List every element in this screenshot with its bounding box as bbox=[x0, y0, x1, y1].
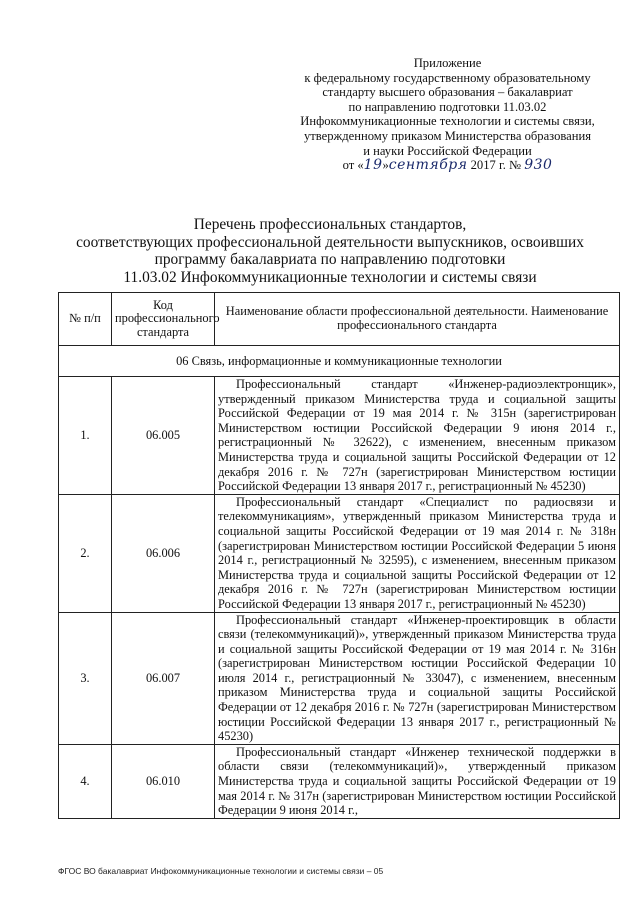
standards-table bbox=[58, 292, 620, 819]
row-number: 1. bbox=[59, 377, 112, 495]
title-line: Перечень профессиональных стандартов, bbox=[193, 216, 467, 233]
appendix-line: Приложение bbox=[413, 56, 482, 70]
handwritten-month: сентября bbox=[388, 157, 468, 174]
row-code: 06.007 bbox=[112, 612, 215, 744]
handwritten-order-number: 930 bbox=[524, 157, 553, 174]
section-row bbox=[59, 346, 620, 377]
title-line: программу бакалавриата по направлению подготовки bbox=[154, 251, 506, 269]
row-code: 06.006 bbox=[112, 494, 215, 612]
appendix-header bbox=[275, 56, 620, 173]
row-number: 4. bbox=[59, 744, 112, 818]
row-standard-text: Профессиональный стандарт «Специалист по радиосвязи и телекоммуникациям», утвержденный приказом Министерства труда и социальной защиты Российской Федерации от 19 мая 2014 г. № 318н (зарегистрирован Министерством юстиции Российской Федерации 5 июня 2014 г., регистрационный № 32595), с изменением, внесенным приказом Министерства труда и социальной защиты Российской Федерации от 12 декабря 2016 г. № 727н (зарегистрирован Министерством юстиции Российской Федерации 13 января 2017 г., регистрационный № 45230) bbox=[215, 494, 620, 612]
table-row bbox=[59, 612, 620, 744]
header-code: Код профессионального стандарта bbox=[112, 293, 215, 346]
page-footer: ФГОС ВО бакалавриат Инфокоммуникационные технологии и системы связи – 05 bbox=[58, 866, 384, 876]
appendix-line: и науки Российской Федерации bbox=[363, 143, 532, 158]
appendix-line: утвержденному приказом Министерства образования bbox=[303, 128, 592, 143]
row-standard-text: Профессиональный стандарт «Инженер-проектировщик в области связи (телекоммуникаций)», утвержденный приказом Министерства труда и социальной защиты Российской Федерации от 19 мая 2014 г. № 316н (зарегистрирован Министерством юстиции Российской Федерации 10 июля 2014 г., регистрационный № 33047), с изменением, внесенным приказом Министерства труда и социальной защиты Российской Федерации от 12 декабря 2016 г. № 727н (зарегистрирован Министерством юстиции Российской Федерации 13 января 2017 г., регистрационный № 45230) bbox=[215, 612, 620, 744]
appendix-line: по направлению подготовки 11.03.02 bbox=[348, 99, 547, 114]
header-name: Наименование области профессиональной деятельности. Наименование профессионального стандарта bbox=[215, 293, 620, 346]
appendix-line: Инфокоммуникационные технологии и системы связи, bbox=[300, 114, 595, 129]
appendix-line: к федеральному государственному образовательному bbox=[304, 70, 591, 85]
section-title: 06 Связь, информационные и коммуникационные технологии bbox=[59, 346, 620, 377]
date-mid: » bbox=[382, 158, 389, 173]
table-row bbox=[59, 494, 620, 612]
date-suffix: 2017 г. № bbox=[470, 158, 522, 173]
appendix-line: стандарту высшего образования – бакалавриат bbox=[322, 85, 573, 100]
table-header-row bbox=[59, 293, 620, 346]
table-row bbox=[59, 377, 620, 495]
date-prefix: от « bbox=[342, 158, 364, 173]
table-row bbox=[59, 744, 620, 818]
row-number: 2. bbox=[59, 494, 112, 612]
order-date-line bbox=[275, 158, 620, 173]
row-standard-text: Профессиональный стандарт «Инженер-радиоэлектронщик», утвержденный приказом Министерства труда и социальной защиты Российской Федерации от 19 мая 2014 г. № 315н (зарегистрирован Министерством юстиции Российской Федерации 9 июня 2014 г., регистрационный № 32622), с изменением, внесенным приказом Министерства труда и социальной защиты Российской Федерации от 12 декабря 2016 г. № 727н (зарегистрирован Министерством юстиции Российской Федерации 13 января 2017 г., регистрационный № 45230) bbox=[215, 377, 620, 495]
row-number: 3. bbox=[59, 612, 112, 744]
title-line: соответствующих профессиональной деятельности выпускников, освоивших bbox=[76, 233, 584, 251]
row-code: 06.010 bbox=[112, 744, 215, 818]
row-code: 06.005 bbox=[112, 377, 215, 495]
handwritten-day: 19 bbox=[363, 157, 383, 174]
row-standard-text: Профессиональный стандарт «Инженер технической поддержки в области связи (телекоммуникаций)», утвержденный приказом Министерства труда и социальной защиты Российской Федерации от 19 мая 2014 г. № 317н (зарегистрирован Министерством юстиции Российской Федерации 9 июня 2014 г., bbox=[215, 744, 620, 818]
title-line: 11.03.02 Инфокоммуникационные технологии и системы связи bbox=[123, 268, 537, 286]
header-num: № п/п bbox=[59, 293, 112, 346]
document-title bbox=[40, 216, 620, 286]
